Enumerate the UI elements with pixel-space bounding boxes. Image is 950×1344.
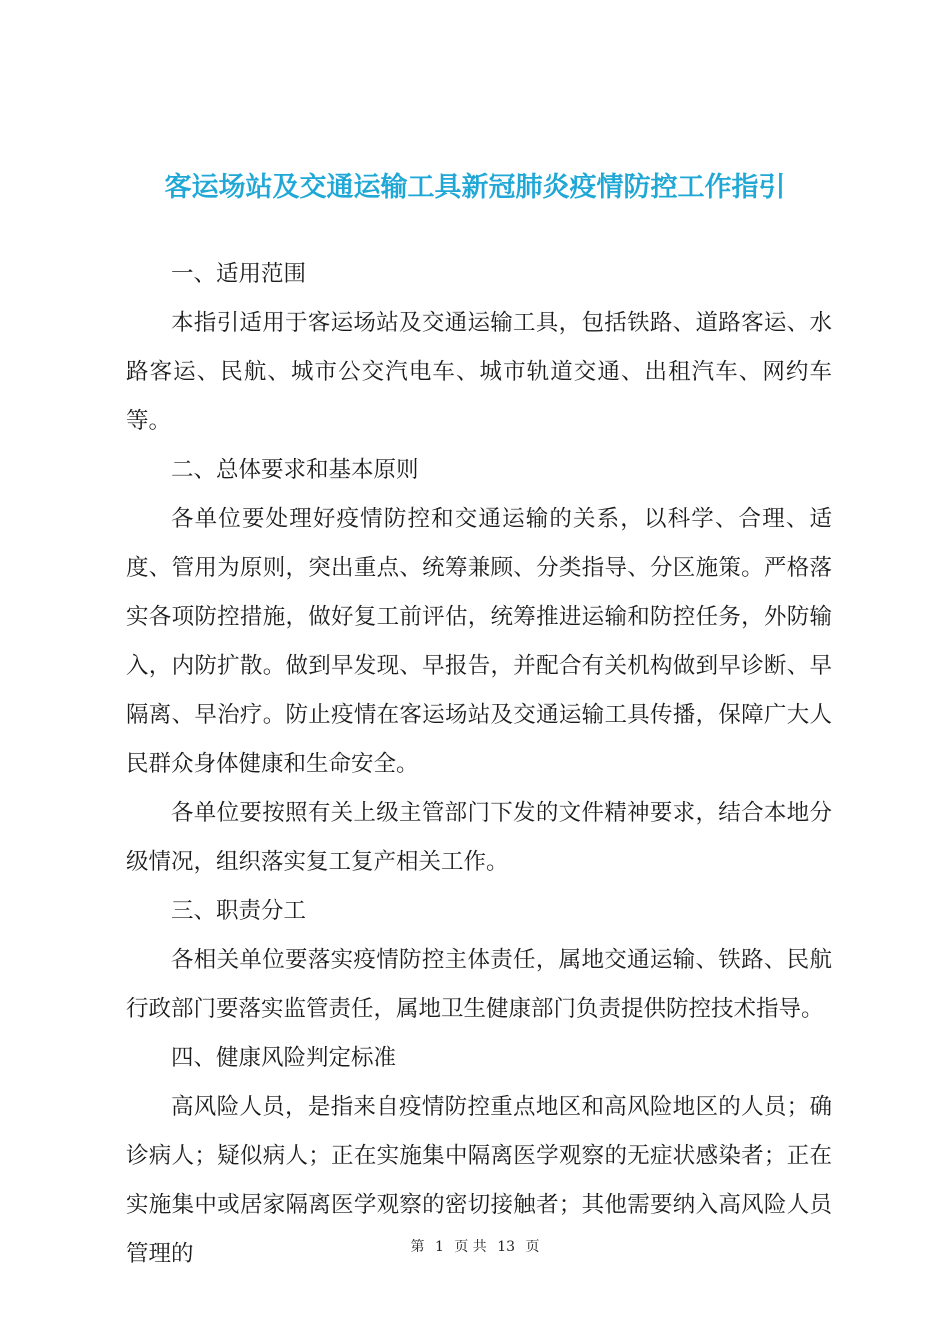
paragraph: 本指引适用于客运场站及交通运输工具，包括铁路、道路客运、水路客运、民航、城市公交汽电车、城市轨道交通、出租汽车、网约车等。	[126, 310, 832, 434]
footer-current-page: 1	[434, 1239, 444, 1255]
footer-middle: 页 共	[454, 1239, 487, 1255]
paragraph: 各单位要按照有关上级主管部门下发的文件精神要求，结合本地分级情况，组织落实复工复产相关工作。	[126, 800, 832, 875]
document-title: 客运场站及交通运输工具新冠肺炎疫情防控工作指引	[164, 172, 786, 204]
section-heading: 三、职责分工	[171, 898, 307, 924]
paragraph: 各单位要处理好疫情防控和交通运输的关系，以科学、合理、适度、管用为原则，突出重点、统筹兼顾、分类指导、分区施策。严格落实各项防控措施，做好复工前评估，统筹推进运输和防控任务，外防输入，内防扩散。做到早发现、早报告，并配合有关机构做到早诊断、早隔离、早治疗。防止疫情在客运场站及交通运输工具传播，保障广大人民群众身体健康和生命安全。	[126, 506, 832, 777]
footer-prefix: 第	[410, 1239, 425, 1255]
section-heading: 四、健康风险判定标准	[171, 1045, 397, 1071]
footer-total-pages: 13	[497, 1239, 516, 1255]
footer-suffix: 页	[525, 1239, 540, 1255]
page-footer	[0, 1236, 950, 1256]
section-heading: 二、总体要求和基本原则	[171, 457, 419, 483]
paragraph: 高风险人员，是指来自疫情防控重点地区和高风险地区的人员；确诊病人；疑似病人；正在实施集中隔离医学观察的无症状感染者；正在实施集中或居家隔离医学观察的密切接触者；其他需要纳入高风险人员管理的	[126, 1094, 832, 1267]
section-heading: 一、适用范围	[171, 261, 307, 287]
document-body	[126, 250, 832, 1279]
paragraph: 各相关单位要落实疫情防控主体责任，属地交通运输、铁路、民航行政部门要落实监管责任，属地卫生健康部门负责提供防控技术指导。	[126, 947, 832, 1022]
